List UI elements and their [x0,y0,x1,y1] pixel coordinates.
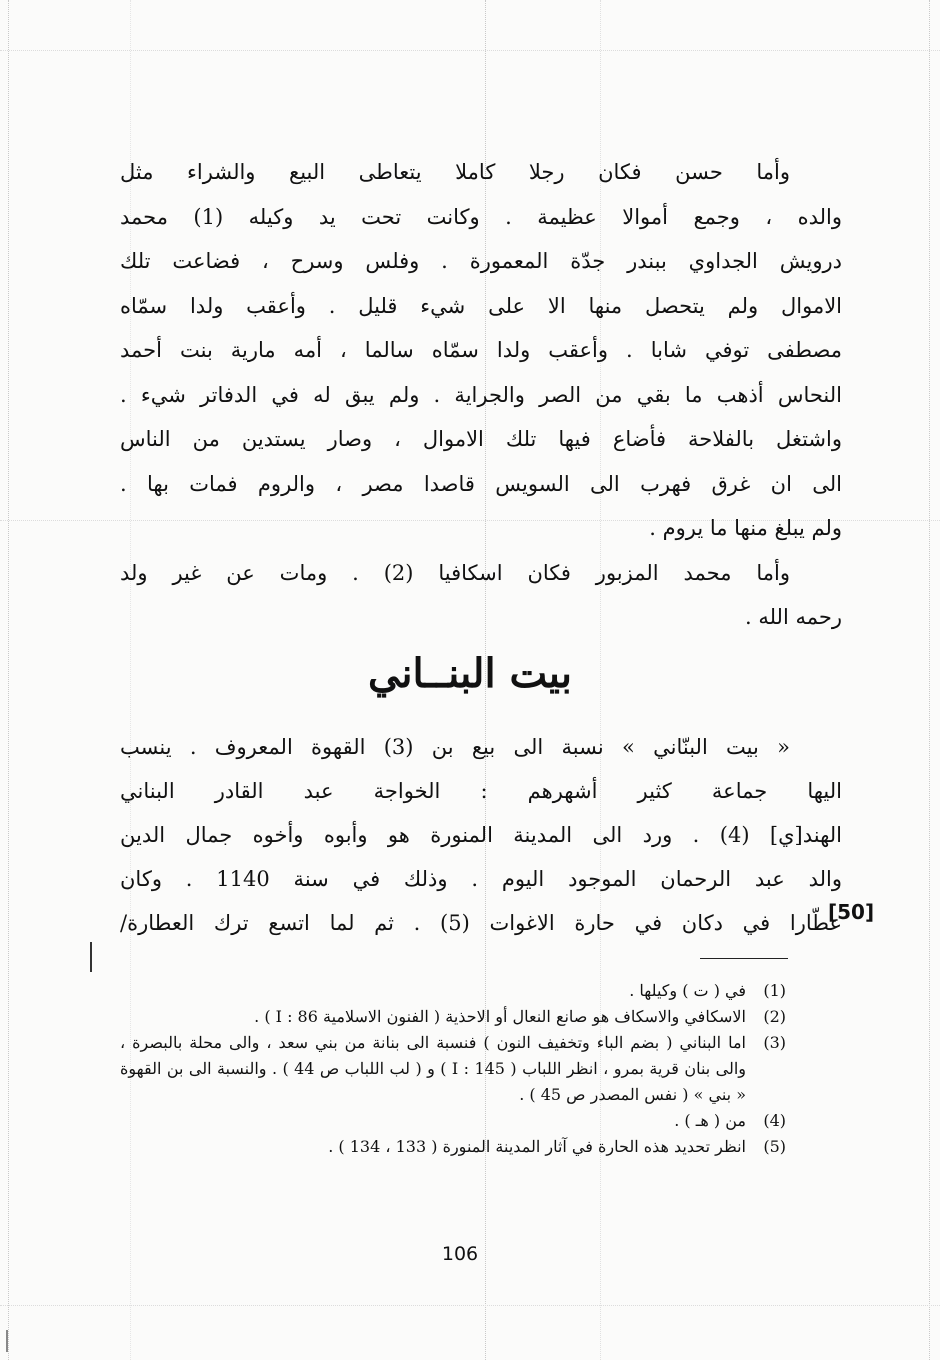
footnote-text: انظر تحديد هذه الحارة في آثار المدينة المنورة ( 133 ، 134 ) . [328,1137,746,1156]
text-line: اليها جماعة كثير أشهرهم : الخواجة عبد القادر البناني [120,779,842,803]
footnote [120,1134,786,1160]
scan-guide-line [929,0,930,1360]
text-line: عطّارا في دكان في حارة الاغوات (5) . ثم لما اتسع ترك العطارة/ [120,911,842,935]
text-line: ولم يبلغ منها ما يروم . [649,516,842,540]
footnote [120,1004,786,1030]
footnote-divider [700,958,788,959]
text-line: درويش الجداوي ببندر جدّة المعمورة . وفلس وسرح ، فضاعت تلك [120,249,842,273]
footnote-text: الاسكافي والاسكاف هو صانع النعال أو الاحذية ( الفنون الاسلامية I : 86 ) . [254,1007,746,1026]
margin-bar [6,1330,8,1352]
text-line: النحاس أذهب ما بقي من الصر والجراية . ولم يبق له في الدفاتر شيء . [120,382,842,407]
text-line: الهند[ي] (4) . ورد الى المدينة المنورة هو وأبوه وأخوه جمال الدين [120,823,842,847]
page-number: 106 [441,1243,479,1265]
text-line: « بيت البنّاني » نسبة الى بيع بن (3) القهوة المعروف . ينسب [120,735,790,759]
footnotes [120,978,786,1160]
footnote [120,1108,786,1134]
footnote [120,1030,786,1108]
text-line: رحمه الله . [745,605,842,629]
footnote-number: (4) [763,1111,786,1130]
section-text [120,725,842,945]
footnote-number: (1) [763,981,786,1000]
section-heading: بيت البنــاني [368,650,572,697]
scan-guide-line [0,1305,940,1306]
text-line: واشتغل بالفلاحة فأضاع فيها تلك الاموال ، وصار يستدين من الناس [120,427,842,451]
text-line: والد عبد الرحمان الموجود اليوم . وذلك في سنة 1140 . وكان [120,867,842,891]
text-line: وأما محمد المزبور فكان اسكافيا (2) . ومات عن غير ولد [120,560,790,585]
footnote-number: (2) [763,1007,786,1026]
text-line: مصطفى توفي شابا . وأعقب ولدا سمّاه سالما ، أمه مارية بنت أحمد [120,338,842,362]
text-line: الى ان غرق فهرب الى السويس قاصدا مصر ، والروم فمات بها . [120,471,842,496]
text-line: والده ، وجمع أموالا عظيمة . وكانت تحت يد وكيله (1) محمد [120,204,842,229]
footnote-number: (3) [763,1033,786,1052]
text-line: وأما حسن فكان رجلا كاملا يتعاطى البيع والشراء مثل [120,160,790,184]
footnote-text: في ( ت ) وكيلها . [629,981,746,1000]
margin-page-marker: [50] [828,900,875,924]
footnote-text: اما البناني ( بضم الباء وتخفيف النون ) فنسبة الى بنانة من بني سعد ، والى محلة بالبصرة ، والى بنان قرية بمرو ، انظر اللباب ( I : 145 ) و ( لب اللباب ص 44 ) . والنسبة الى بن القهوة « بني » ( نفس المصدر ص 45 ) . [120,1033,747,1104]
footnote-number: (5) [763,1137,786,1156]
scan-guide-line [0,50,940,51]
text-line: الاموال ولم يتحصل منها الا على شيء قليل . وأعقب ولدا سمّاه [120,293,842,318]
footnote [120,978,786,1004]
scan-guide-line [8,0,9,1360]
main-text [120,150,842,640]
footnote-text: من ( هـ ) . [674,1111,746,1130]
margin-bar [90,942,92,972]
